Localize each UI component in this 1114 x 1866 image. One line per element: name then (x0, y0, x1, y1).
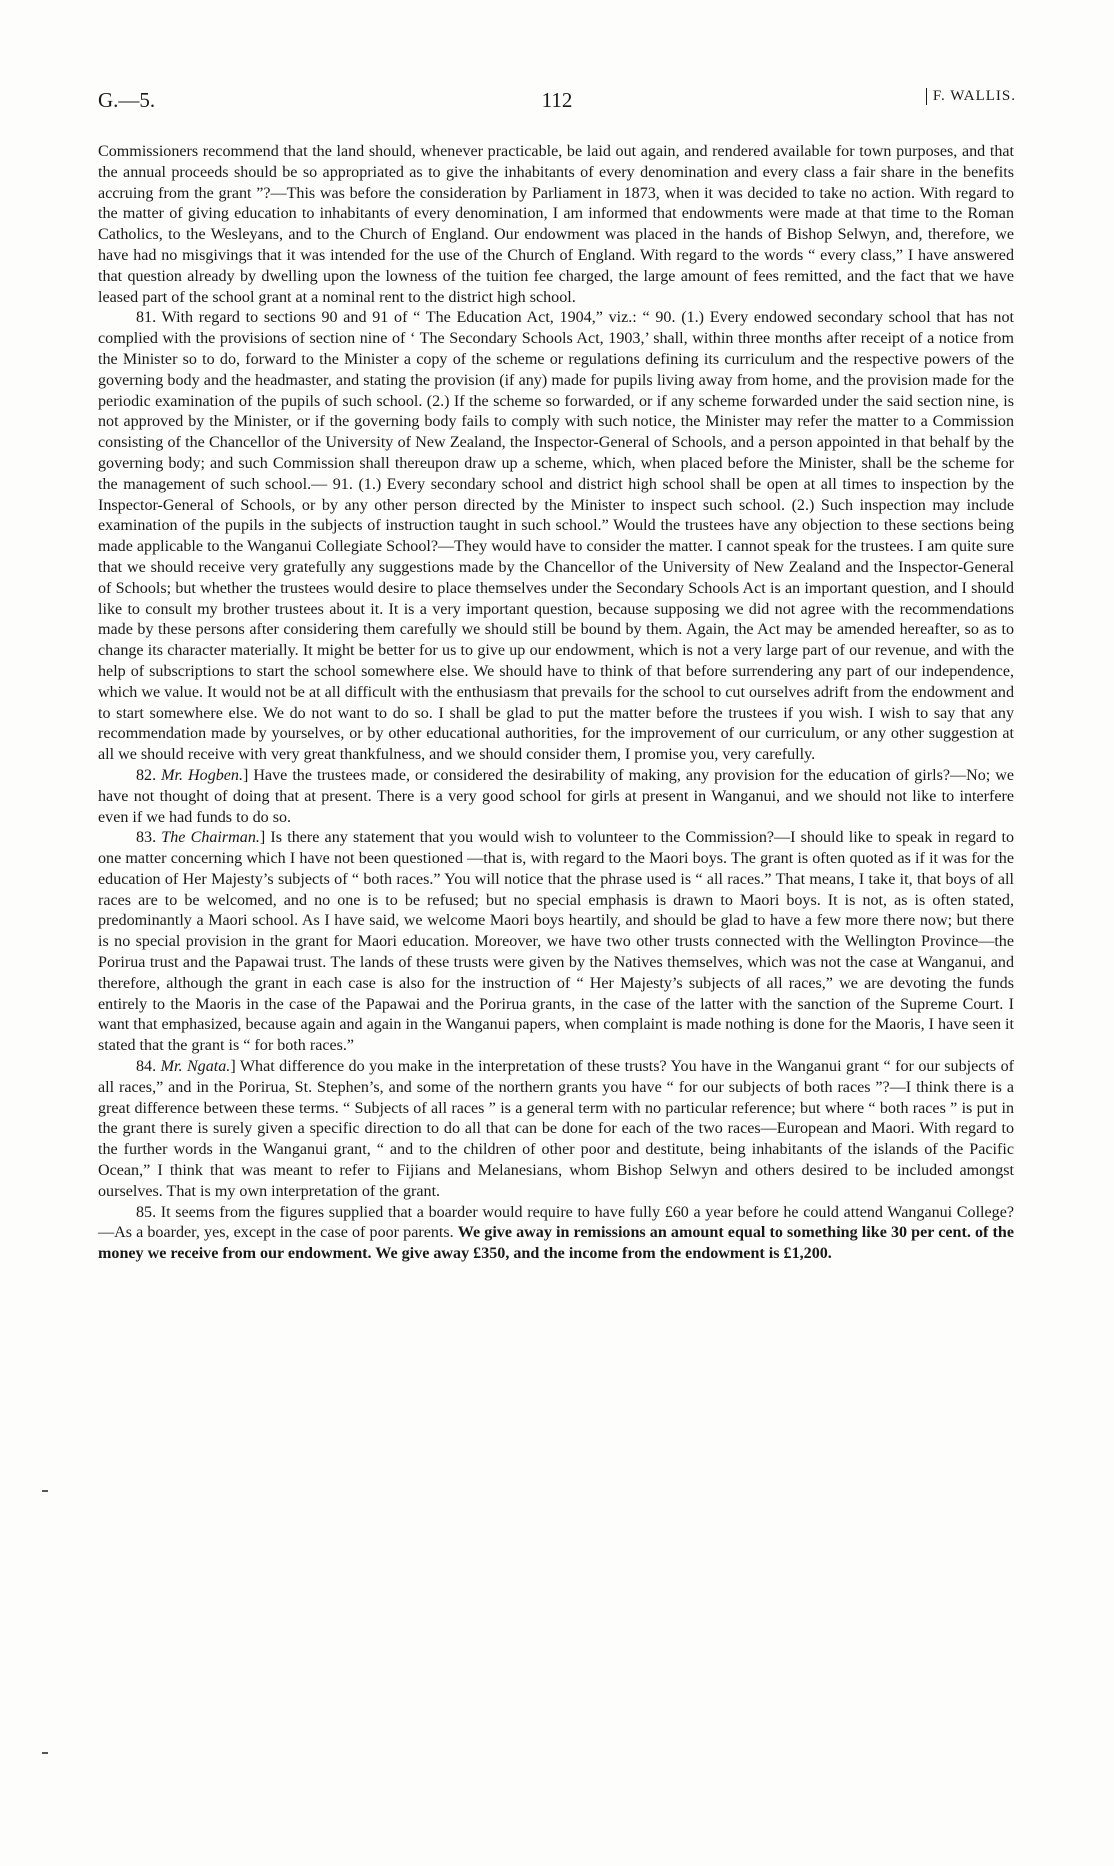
header-report-code: G.—5. (98, 88, 156, 112)
question-number: 84. (136, 1058, 161, 1076)
speaker-name: Mr. Ngata. (160, 1058, 231, 1076)
paragraph (98, 1203, 1014, 1265)
paragraph: 81. With regard to sections 90 and 91 of “ The Education Act, 1904,” viz.: “ 90. (1.) Every endowed secondary school that has not complied with the provisions of section nine of ‘ The Secondary Schools Act, 1903,’ shall, within three months after receipt of a notice from the Minister so to do, forward to the Minister a copy of the scheme or regulations defining its curriculum and the respective powers of the governing body and the headmaster, and stating the provision (if any) made for pupils living away from home, and the provision made for the periodic examination of the pupils of such school. (2.) If the scheme so forwarded, or if any scheme forwarded under the said section nine, is not approved by the Minister, or if the governing body fails to comply with such notice, the Minister may refer the matter to a Commission consisting of the Chancellor of the University of New Zealand, the Inspector-General of Schools, and a person appointed in that behalf by the governing body; and such Commission shall thereupon draw up a scheme, which, when placed before the Minister, shall be the scheme for the management of such school.— 91. (1.) Every secondary school and district high school shall be open at all times to inspection by the Inspector-General of Schools, or by any other person directed by the Minister to inspect such school. (2.) Such inspection may include examination of the pupils in the subjects of instruction taught in such school.” Would the trustees have any objection to these sections being made applicable to the Wanganui Collegiate School?—They would have to consider the matter. I cannot speak for the trustees. I am quite sure that we should receive very gratefully any suggestions made by the Chancellor of the University of New Zealand and the Inspector-General of Schools; but whether the trustees would desire to place themselves under the Secondary Schools Act is an important question, and I should like to consult my brother trustees about it. It is a very important question, because supposing we did not agree with the recommendations made by these persons after considering them carefully we should still be bound by them. Again, the Act may be amended hereafter, so as to change its character materially. It might be better for us to give up our endowment, which is not a very large part of our revenue, and with the help of subscriptions to start the school somewhere else. We should have to think of that before surrendering any part of our independence, which we value. It would not be at all difficult with the enthusiasm that prevails for the school to cut ourselves adrift from the endowment and to start somewhere else. We do not want to do so. I shall be glad to put the matter before the trustees if you wish. I wish to say that any recommendation made by yourselves, or by other educational authorities, for the improvement of our curriculum, or any other suggestion at all we should receive with very great thankfulness, and we should consider them, I promise you, very carefully. (98, 309, 1014, 764)
paragraph: Commissioners recommend that the land should, whenever practicable, be laid out again, and rendered available for town purposes, and that the annual proceeds should be so appropriated as to give the inhabitants of every denomination and every class a fair share in the benefits accruing from the grant ”?—This was before the consideration by Parliament in 1873, when it was decided to take no action. With regard to the matter of giving education to inhabitants of every denomination, I am informed that endowments were made at that time to the Roman Catholics, to the Wesleyans, and to the Church of England. Our endowment was placed in the hands of Bishop Selwyn, and, therefore, we have had no misgivings that it was intended for the use of the Church of England. With regard to the words “ every class,” I have answered that question already by dwelling upon the lowness of the tuition fee charged, the large amount of fees remitted, and the fact that we have leased part of the school grant at a nominal rent to the district high school. (98, 143, 1014, 306)
paragraph-text: ] Have the trustees made, or considered the desirability of making, any provision for the education of girls?—No; we have not thought of doing that at present. There is a very good school for girls at present in Wanganui, and we should not like to interfere even if we had funds to do so. (98, 766, 1015, 826)
page-body (98, 142, 1014, 1265)
paragraph (98, 1057, 1014, 1203)
header-page-number: 112 (541, 88, 573, 112)
header-witness-name: F. WALLIS. (926, 88, 1016, 105)
margin-mark (42, 1490, 48, 1492)
paragraph-text: ] What difference do you make in the interpretation of these trusts? You have in the Wanganui grant “ for our subjects of all races,” and in the Porirua, St. Stephen’s, and some of the northern grants you have “ for our subjects of both races ”?—I think there is a great difference between these terms. “ Subjects of all races ” is a general term with no particular reference; but where “ both races ” is put in the grant there is surely given a specific direction to do all that can be done for each of the two races—European and Maori. With regard to the further words in the Wanganui grant, “ and to the children of other poor and destitute, being inhabitants of the islands of the Pacific Ocean,” I think that was meant to refer to Fijians and Melanesians, whom Bishop Selwyn and others desired to be included amongst ourselves. That is my own interpretation of the grant. (98, 1058, 1014, 1200)
paragraph-text-bold: We give away in remissions an amount equal to something like 30 per cent. of the money we receive from our endowment. We give away £350, and the income from the endowment is £1,200. (98, 1224, 1014, 1263)
margin-mark (42, 1752, 48, 1754)
speaker-name: The Chairman. (161, 829, 260, 847)
paragraph-text: ] Is there any statement that you would wish to volunteer to the Commission?—I should like to speak in regard to one matter concerning which I have not been questioned —that is, with regard to the Maori boys. The grant is often quoted as if it was for the education of Her Majesty’s subjects of “ both races.” You will notice that the phrase used is “ all races.” That means, I take it, that boys of all races are to be welcomed, and no one is to be refused; but no special emphasis is drawn to Maori boys. It is not, as is often stated, predominantly a Maori school. As I have said, we welcome Maori boys heartily, and should be glad to have a few more there now; but there is no special provision in the grant for Maori education. Moreover, we have two other trusts connected with the Wellington Province—the Porirua trust and the Papawai trust. The lands of these trusts were given by the Natives themselves, which was not the case at Wanganui, and therefore, although the grant in each case is also for the instruction of “ Her Majesty’s subjects of all races,” we are devoting the funds entirely to the Maoris in the case of the Papawai and the Porirua grants, in the case of the latter with the sanction of the Supreme Court. I want that emphasized, because again and again in the Wanganui papers, when complaint is made nothing is done for the Maoris, I have seen it stated that the grant is “ for both races.” (98, 829, 1014, 1055)
paragraph (98, 828, 1014, 1057)
paragraph-text: 85. It seems from the figures supplied that a boarder would require to have fully £60 a year before he could attend Wanganui College?—As a boarder, yes, except in the case of poor parents. (98, 1203, 1014, 1242)
question-number: 82. (136, 766, 162, 784)
page-header (98, 88, 1016, 118)
question-number: 83. (136, 829, 162, 847)
speaker-name: Mr. Hogben. (161, 766, 244, 784)
paragraph (98, 766, 1014, 828)
